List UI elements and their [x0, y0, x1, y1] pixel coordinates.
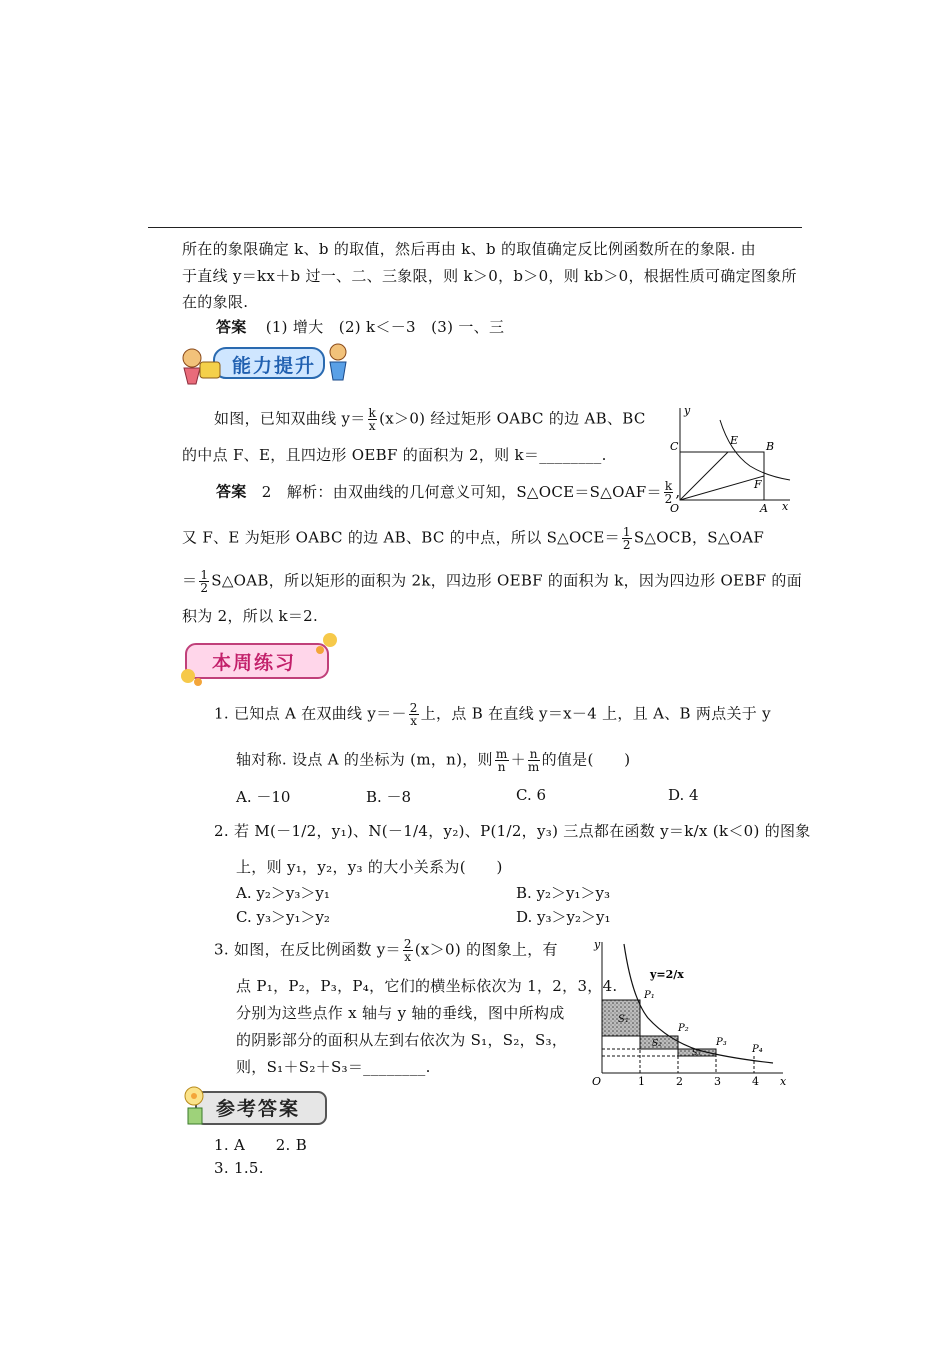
fig2-label-p1: P₁ — [644, 990, 655, 1001]
answer-text: (1) 增大 (2) k＜－3 (3) 一、三 — [265, 318, 505, 336]
prev-line-2: 于直线 y＝kx＋b 过一、二、三象限，则 k＞0，b＞0，则 kb＞0，根据性质可确定图象所 — [182, 267, 797, 285]
q1-line-2a: 轴对称. 设点 A 的坐标为 (m，n)，则 — [236, 750, 493, 769]
banner-weekly-title: 本周练习 — [212, 652, 297, 674]
ability-answer-2a: 又 F、E 为矩形 OABC 的边 AB、BC 的中点，所以 S△OCE＝ — [182, 528, 620, 547]
banner-ability-title: 能力提升 — [232, 355, 317, 377]
q3-line-2: 点 P₁，P₂，P₃，P₄，它们的横坐标依次为 1，2，3，4. — [236, 977, 618, 995]
fig2-label-s3: S₃ — [692, 1048, 701, 1057]
ability-answer-2-frac-den: 2 — [622, 538, 631, 552]
ability-answer-3b: S△OAB，所以矩形的面积为 2k，四边形 OEBF 的面积为 k，因为四边形 OEBF 的面 — [211, 571, 803, 590]
fig1-label-c: C — [670, 440, 679, 453]
ability-question-line-2: 的中点 F、E，且四边形 OEBF 的面积为 2，则 k＝________. — [182, 446, 607, 464]
q1-line-1b: 上，点 B 在直线 y＝x－4 上，且 A、B 两点关于 y — [420, 704, 771, 723]
q2-line-2: 上，则 y₁，y₂，y₃ 的大小关系为( ) — [236, 858, 503, 876]
q2-option-d[interactable]: D. y₃＞y₂＞y₁ — [516, 908, 611, 926]
q1-option-c[interactable]: C. 6 — [516, 786, 547, 804]
q1-frac-n-m-num: n — [529, 747, 538, 761]
q1-frac — [409, 702, 419, 727]
ability-q-frac — [368, 407, 378, 432]
answers-line-1: 1. A 2. B — [214, 1136, 308, 1154]
fig1-label-e: E — [730, 434, 739, 447]
ability-answer-frac-num: k — [664, 479, 673, 493]
q1-frac-n-m-den: m — [527, 760, 540, 774]
q3-line-3: 分别为这些点作 x 轴与 y 轴的垂线，图中所构成 — [236, 1004, 565, 1022]
banner-answers-title: 参考答案 — [216, 1098, 301, 1120]
ability-q-frac-den: x — [368, 419, 376, 433]
fig1-label-y: y — [684, 404, 691, 417]
ability-answer-line-2 — [182, 526, 764, 551]
q1-frac-den: x — [410, 714, 418, 728]
q3-line-5: 则，S₁＋S₂＋S₃＝________. — [236, 1058, 431, 1076]
q1-line-1a: 1. 已知点 A 在双曲线 y＝－ — [214, 704, 407, 723]
fig2-label-p3: P₃ — [716, 1037, 727, 1048]
fig1-label-f: F — [754, 478, 762, 491]
q2-line-1: 2. 若 M(－1/2，y₁)、N(－1/4，y₂)、P(1/2，y₃) 三点都在函数 y＝k/x (k＜0) 的图象 — [214, 822, 811, 840]
fig2-tick-1: 1 — [638, 1075, 645, 1088]
fig1-label-a: A — [760, 502, 768, 515]
q1-frac-num: 2 — [409, 701, 418, 715]
fig1-label-x: x — [782, 500, 789, 513]
fig1-rectangle — [680, 452, 764, 500]
ability-answer-text: 2 解析：由双曲线的几何意义可知，S△OCE＝S△OAF＝ — [261, 482, 662, 501]
banner-ability — [178, 338, 350, 388]
fig2-label-s2: S₂ — [652, 1039, 662, 1049]
ability-q-frac-num: k — [368, 406, 377, 420]
fig2-label-s1: S₁ — [618, 1014, 629, 1025]
q3-frac-den: x — [404, 950, 412, 964]
fig2-label-o: O — [592, 1075, 602, 1088]
ability-answer-line-4: 积为 2，所以 k＝2. — [182, 607, 319, 625]
fig1-label-b: B — [766, 440, 775, 453]
answers-line-2: 3. 1.5. — [214, 1159, 264, 1177]
ability-question-line-1 — [214, 407, 646, 432]
prev-line-1: 所在的象限确定 k、b 的取值，然后再由 k、b 的取值确定反比例函数所在的象限. 由 — [182, 240, 756, 258]
q1-line-1 — [214, 702, 771, 727]
answer-label: 答案 — [216, 318, 247, 336]
ability-answer-3a: ＝ — [182, 571, 198, 590]
ability-answer-3-frac — [199, 569, 209, 594]
fig2-tick-4: 4 — [752, 1075, 759, 1088]
banner-answers — [182, 1082, 332, 1130]
ability-answer-2b: S△OCB，S△OAF — [633, 528, 765, 547]
q2-option-c[interactable]: C. y₃＞y₁＞y₂ — [236, 908, 330, 926]
q3-line-1b: (x＞0) 的图象上，有 — [414, 940, 558, 959]
banner-weekly — [180, 630, 338, 688]
ability-answer-line-3 — [182, 569, 802, 594]
fig2-label-function: y=2/x — [650, 968, 684, 981]
comma: , — [675, 482, 681, 501]
q3-frac-num: 2 — [403, 937, 412, 951]
q1-frac-m-n-num: m — [495, 747, 508, 761]
q1-frac-m-n — [495, 748, 509, 773]
ability-answer-2-frac — [622, 526, 632, 551]
q3-frac — [403, 938, 413, 963]
q1-frac-n-m — [528, 748, 540, 773]
fig1-label-o: O — [670, 502, 680, 515]
ability-answer-line-1 — [216, 480, 680, 505]
q1-option-d[interactable]: D. 4 — [668, 786, 699, 804]
ability-answer-3-frac-num: 1 — [200, 568, 209, 582]
fig2-tick-2: 2 — [676, 1075, 683, 1088]
prev-answer — [216, 316, 504, 337]
q1-frac-m-n-den: n — [497, 760, 506, 774]
fig2-label-p2: P₂ — [678, 1023, 689, 1034]
figure-inverse-function — [588, 938, 788, 1088]
fig2-label-x: x — [780, 1075, 787, 1088]
q1-option-a[interactable]: A. －10 — [236, 788, 291, 806]
fig2-label-p4: P₄ — [752, 1044, 763, 1055]
fig1-hyperbola — [720, 420, 790, 480]
q2-option-a[interactable]: A. y₂＞y₃＞y₁ — [236, 884, 330, 902]
q1-option-b[interactable]: B. －8 — [366, 788, 412, 806]
ability-q1b: (x＞0) 经过矩形 OABC 的边 AB、BC — [379, 409, 646, 428]
q2-option-b[interactable]: B. y₂＞y₁＞y₃ — [516, 884, 611, 902]
q1-line-2 — [236, 748, 630, 773]
ability-answer-2-frac-num: 1 — [622, 525, 631, 539]
q3-line-4: 的阴影部分的面积从左到右依次为 S₁，S₂，S₃， — [236, 1031, 568, 1049]
figure-rectangle-hyperbola — [670, 400, 795, 515]
fig2-label-y: y — [594, 938, 601, 951]
q1-line-2b: 的值是( ) — [541, 750, 631, 769]
q3-line-1 — [214, 938, 558, 963]
ability-answer-frac-den: 2 — [664, 492, 673, 506]
ability-answer-3-frac-den: 2 — [200, 581, 209, 595]
ability-q1a: 如图，已知双曲线 y＝ — [214, 409, 366, 428]
ability-answer-label: 答案 — [216, 482, 247, 501]
fig2-tick-3: 3 — [714, 1075, 721, 1088]
q3-line-1a: 3. 如图，在反比例函数 y＝ — [214, 940, 401, 959]
plus-sign: ＋ — [510, 750, 526, 769]
header-rule — [148, 227, 802, 228]
prev-line-3: 在的象限. — [182, 293, 249, 311]
